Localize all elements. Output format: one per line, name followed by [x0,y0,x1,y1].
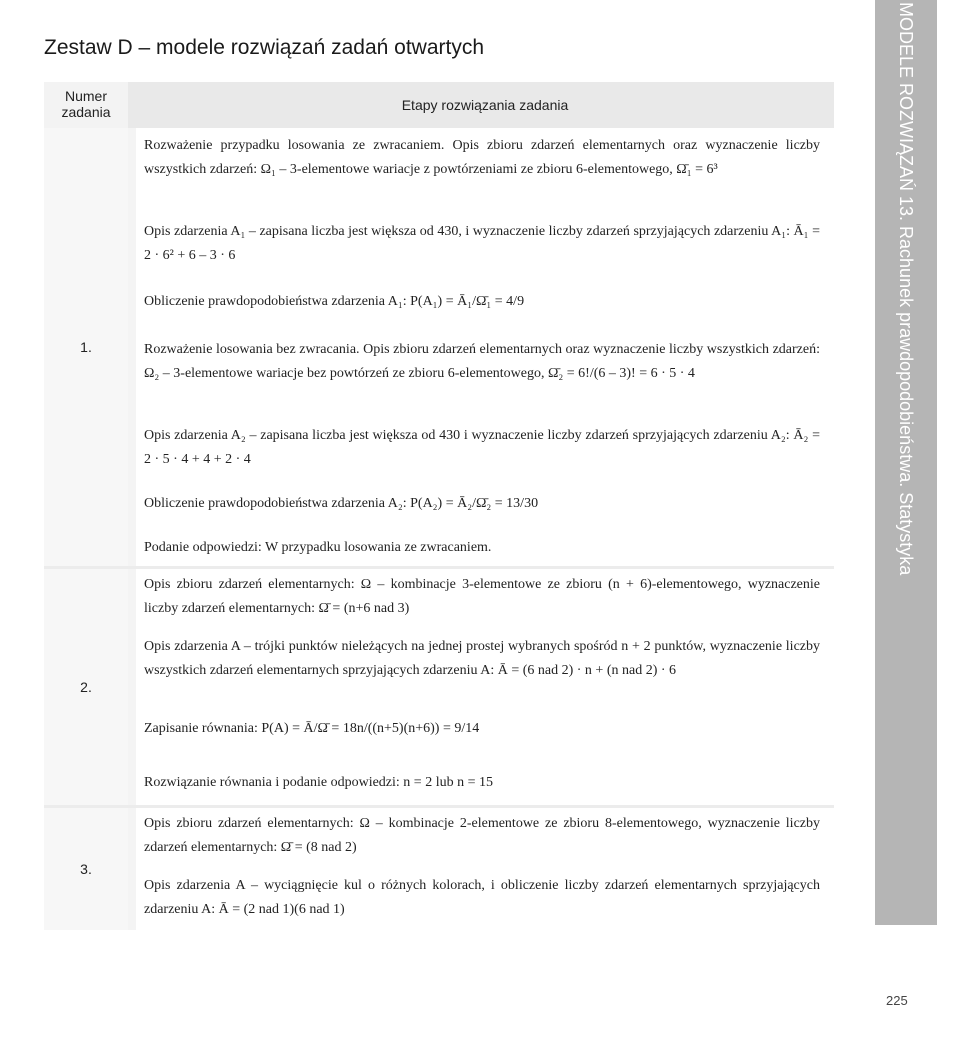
task-steps [136,569,834,805]
task-row-1 [44,128,834,566]
solution-step: Opis zdarzenia A₂ – zapisana liczba jest większa od 430 i wyznaczenie liczby zdarzeń sprzyjających zdarzeniu A₂: Ā₂ = 2 · 5 · 4 + 4 + 2 · 4 [144,428,820,467]
solution-step: Opis zdarzenia A₁ – zapisana liczba jest większa od 430, i wyznaczenie liczby zdarzeń sprzyjających zdarzeniu A₁: Ā₁ = 2 · 6² + 6 – 3 · 6 [144,224,820,263]
header-task-number [44,82,128,128]
solution-step: Opis zbioru zdarzeń elementarnych: Ω – kombinacje 2-elementowe ze zbioru 8-elementowego, wyznaczenie liczby zdarzeń elementarnych: Ω̄ = (8 nad 2) [144,816,820,855]
task-steps [136,808,834,930]
page-title: Zestaw D – modele rozwiązań zadań otwartych [44,36,485,59]
solution-step: Opis zdarzenia A – trójki punktów nieleżących na jednej prostej wybranych spośród n + 2 punktów, wyznaczenie liczby wszystkich zdarzeń elementarnych sprzyjających zdarzeniu A: Ā = (6 nad 2) · n + (n nad 2) · 6 [144,639,820,678]
task-number: 2. [44,569,128,805]
task-steps [136,128,834,566]
chapter-sidebar-label: MODELE ROZWIĄZAŃ 13. Rachunek prawdopodobieństwa. Statystyka [896,2,916,576]
solution-step: Podanie odpowiedzi: W przypadku losowania ze zwracaniem. [144,540,492,555]
solution-step: Opis zbioru zdarzeń elementarnych: Ω – kombinacje 3-elementowe ze zbioru (n + 6)-elementowego, wyznaczenie liczby zdarzeń elementarnych: Ω̄ = (n+6 nad 3) [144,577,820,616]
solutions-table [44,82,834,930]
task-number: 1. [44,128,128,566]
header-number-line1: Numer [64,88,107,104]
solution-step: Opis zdarzenia A – wyciągnięcie kul o różnych kolorach, i obliczenie liczby zdarzeń elementarnych sprzyjających zdarzeniu A: Ā = (2 nad 1)(6 nad 1) [144,878,820,917]
task-row-2 [44,569,834,805]
solution-step: Rozwiązanie równania i podanie odpowiedzi: n = 2 lub n = 15 [144,775,493,790]
solution-step: Rozważenie losowania bez zwracania. Opis zbioru zdarzeń elementarnych oraz wyznaczenie liczby wszystkich zdarzeń: Ω₂ – 3-elementowe wariacje bez powtórzeń ze zbioru 6-elementowego, Ω̄₂ = 6!/(6 – 3)! = 6 · 5 · 4 [144,342,820,381]
header-stages: Etapy rozwiązania zadania [401,97,569,113]
header-number-line2: zadania [61,104,111,120]
task-number: 3. [44,808,128,930]
page-number: 225 [886,993,908,1008]
solution-step: Zapisanie równania: P(A) = Ā/Ω̄ = 18n/((n+5)(n+6)) = 9/14 [144,721,480,736]
solution-step: Obliczenie prawdopodobieństwa zdarzenia A₂: P(A₂) = Ā₂/Ω̄₂ = 13/30 [144,496,539,511]
task-row-3 [44,808,834,930]
table-header [44,82,834,128]
solution-step: Obliczenie prawdopodobieństwa zdarzenia A₁: P(A₁) = Ā₁/Ω̄₁ = 4/9 [144,294,525,309]
solution-step: Rozważenie przypadku losowania ze zwracaniem. Opis zbioru zdarzeń elementarnych oraz wyznaczenie liczby wszystkich zdarzeń: Ω₁ – 3-elementowe wariacje z powtórzeniami ze zbioru 6-elementowego, Ω̄₁ = 6³ [144,138,820,177]
